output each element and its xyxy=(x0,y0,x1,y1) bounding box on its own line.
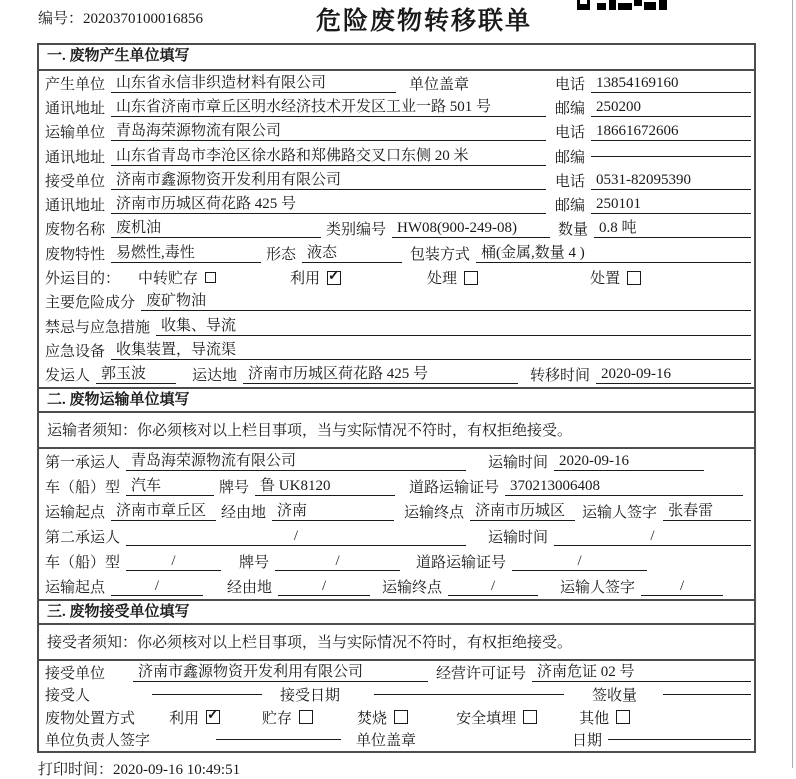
document-header xyxy=(0,0,796,43)
carrier-sign-value: 张春雷 xyxy=(663,502,751,521)
first-carrier-value: 青岛海荣源物流有限公司 xyxy=(126,452,466,471)
address-value: 山东省青岛市李沧区徐水路和郑佛路交叉口东侧 20 米 xyxy=(111,147,546,166)
phone-label: 电话 xyxy=(554,125,585,142)
received-qty-label: 签收量 xyxy=(592,688,638,705)
row-route2 xyxy=(39,574,754,599)
via-label: 经由地 xyxy=(221,504,267,521)
row-waste-name xyxy=(39,217,754,241)
road-license-label: 道路运输证号 xyxy=(416,554,507,571)
receive-unit-value: 济南市鑫源物资开发利用有限公司 xyxy=(111,171,546,190)
carrier-sign-label: 运输人签字 xyxy=(582,504,658,521)
row-vehicle2 xyxy=(39,549,754,574)
serial-label: 编号： xyxy=(38,11,84,27)
checkbox-icon xyxy=(205,272,216,283)
route-start-value: 济南市章丘区 xyxy=(111,502,216,521)
transport-time-value: 2020-09-16 xyxy=(554,452,704,471)
row-purpose xyxy=(39,265,754,289)
packing-label: 包装方式 xyxy=(410,246,471,263)
route-end-label: 运输终点 xyxy=(404,504,465,521)
disposal-option-storage xyxy=(262,707,313,728)
quantity-label: 数量 xyxy=(558,222,589,239)
page-title: 危险废物转移联单 xyxy=(315,8,532,35)
road-license-label: 道路运输证号 xyxy=(409,479,500,496)
operating-license-label: 经营许可证号 xyxy=(436,665,527,682)
option-label: 安全填埋 xyxy=(456,710,517,727)
purpose-option-utilize xyxy=(290,267,341,288)
waste-name-label: 废物名称 xyxy=(45,222,106,239)
packing-value: 桶(金属,数量 4 ) xyxy=(476,244,751,263)
phone-value: 0531-82095390 xyxy=(591,171,751,190)
address-value: 山东省济南市章丘区明水经济技术开发区工业一路 501 号 xyxy=(111,98,546,117)
waste-traits-value: 易燃性,毒性 xyxy=(111,244,261,263)
vehicle-type-label: 车（船）型 xyxy=(45,554,121,571)
row-receive-unit xyxy=(39,168,754,192)
first-carrier-label: 第一承运人 xyxy=(45,454,121,471)
form-value: 液态 xyxy=(302,244,402,263)
receive-unit-label: 接受单位 xyxy=(45,173,106,190)
row-emergency-equipment xyxy=(39,338,754,362)
waste-name-value: 废机油 xyxy=(111,219,321,238)
route-start-label: 运输起点 xyxy=(45,504,106,521)
section2-header: 二. 废物运输单位填写 xyxy=(39,387,754,413)
checkbox-icon xyxy=(464,271,478,285)
disposal-option-other xyxy=(579,707,630,728)
shipper-value: 郭玉波 xyxy=(96,365,176,384)
produce-unit-label: 产生单位 xyxy=(45,76,106,93)
row-second-carrier xyxy=(39,524,754,549)
carrier-sign-label: 运输人签字 xyxy=(560,579,636,596)
plate-value: / xyxy=(275,552,400,571)
waste-traits-label: 废物特性 xyxy=(45,246,106,263)
address-label: 通讯地址 xyxy=(45,198,106,215)
disposal-option-utilize xyxy=(169,707,220,728)
received-qty-value xyxy=(663,694,751,695)
transport-time-label: 运输时间 xyxy=(488,529,549,546)
phone-label: 电话 xyxy=(554,173,585,190)
row-receive-unit-s3 xyxy=(39,661,754,684)
option-label: 焚烧 xyxy=(357,710,388,727)
purpose-label: 外运目的： xyxy=(45,271,121,288)
via-value: / xyxy=(278,577,370,596)
checkbox-icon xyxy=(394,710,408,724)
receive-unit-label: 接受单位 xyxy=(45,665,106,682)
zip-label: 邮编 xyxy=(554,100,585,117)
via-label: 经由地 xyxy=(227,579,273,596)
option-label: 中转贮存 xyxy=(138,271,199,288)
option-label: 利用 xyxy=(169,710,200,727)
vehicle-type-value: / xyxy=(126,552,221,571)
option-label: 其他 xyxy=(579,710,610,727)
purpose-option-treat xyxy=(427,267,478,288)
via-value: 济南 xyxy=(272,502,394,521)
transporter-notice: 运输者须知：你必须核对以上栏目事项，当与实际情况不符时，有权拒绝接受。 xyxy=(39,413,754,449)
transport-time-value: / xyxy=(554,527,751,546)
receiver-notice: 接受者须知：你必须核对以上栏目事项，当与实际情况不符时，有权拒绝接受。 xyxy=(39,625,754,661)
row-disposal-method xyxy=(39,706,754,729)
page-edge-line xyxy=(792,0,793,768)
transport-time-label: 运输时间 xyxy=(488,454,549,471)
responsible-sign-value xyxy=(216,739,341,740)
route-end-value: 济南市历城区 xyxy=(470,502,575,521)
receive-date-label: 接受日期 xyxy=(280,688,341,705)
zip-label: 邮编 xyxy=(554,149,585,166)
row-vehicle1 xyxy=(39,474,754,499)
receive-date-value xyxy=(374,694,564,695)
route-start-value: / xyxy=(111,577,203,596)
road-license-value: / xyxy=(512,552,647,571)
zip-label: 邮编 xyxy=(554,198,585,215)
row-receive-address xyxy=(39,192,754,216)
checkbox-checked-icon xyxy=(327,271,341,285)
transport-unit-label: 运输单位 xyxy=(45,125,106,142)
category-code-label: 类别编号 xyxy=(326,222,387,239)
row-responsible-sign xyxy=(39,729,754,752)
route-end-value: / xyxy=(448,577,538,596)
unit-seal-label: 单位盖章 xyxy=(356,733,417,750)
row-taboo-measures xyxy=(39,314,754,338)
plate-label: 牌号 xyxy=(239,554,270,571)
form-label: 形态 xyxy=(266,246,297,263)
main-hazard-label: 主要危险成分 xyxy=(45,295,136,312)
receive-unit-value: 济南市鑫源物资开发利用有限公司 xyxy=(133,663,428,682)
row-shipper xyxy=(39,363,754,387)
row-transport-unit xyxy=(39,120,754,144)
row-route1 xyxy=(39,499,754,524)
destination-label: 运达地 xyxy=(192,368,238,385)
second-carrier-label: 第二承运人 xyxy=(45,529,121,546)
shipper-label: 发运人 xyxy=(45,368,91,385)
checkbox-checked-icon xyxy=(206,710,220,724)
row-waste-traits xyxy=(39,241,754,265)
zip-value: 250200 xyxy=(591,98,751,117)
receiver-label: 接受人 xyxy=(45,688,91,705)
address-label: 通讯地址 xyxy=(45,100,106,117)
section3-header: 三. 废物接受单位填写 xyxy=(39,599,754,625)
row-main-hazard xyxy=(39,290,754,314)
section1-header: 一. 废物产生单位填写 xyxy=(39,45,754,71)
row-produce-unit xyxy=(39,71,754,95)
print-time-value: 2020-09-16 10:49:51 xyxy=(113,762,241,779)
taboo-measures-label: 禁忌与应急措施 xyxy=(45,319,151,336)
carrier-sign-value: / xyxy=(641,577,723,596)
responsible-sign-label: 单位负责人签字 xyxy=(45,733,151,750)
route-end-label: 运输终点 xyxy=(382,579,443,596)
address-value: 济南市历城区荷花路 425 号 xyxy=(111,195,546,214)
date-label: 日期 xyxy=(572,733,603,750)
transfer-time-label: 转移时间 xyxy=(530,368,591,385)
phone-label: 电话 xyxy=(554,76,585,93)
emergency-equipment-value: 收集装置，导流渠 xyxy=(111,341,751,360)
print-time-line xyxy=(38,758,796,779)
road-license-value: 370213006408 xyxy=(505,477,743,496)
transfer-time-value: 2020-09-16 xyxy=(596,365,751,384)
category-code-value: HW08(900-249-08) xyxy=(392,219,550,238)
option-label: 贮存 xyxy=(262,710,293,727)
receiver-value xyxy=(152,694,262,695)
row-transport-address xyxy=(39,144,754,168)
operating-license-value: 济南危证 02 号 xyxy=(532,663,751,682)
row-produce-address xyxy=(39,95,754,119)
produce-unit-value: 山东省永信非织造材料有限公司 xyxy=(111,74,396,93)
date-value xyxy=(608,739,751,740)
disposal-option-landfill xyxy=(456,707,537,728)
taboo-measures-value: 收集、导流 xyxy=(156,317,751,336)
plate-label: 牌号 xyxy=(219,479,250,496)
disposal-option-incinerate xyxy=(357,707,408,728)
purpose-option-transfer-storage xyxy=(138,267,216,288)
row-receiver xyxy=(39,683,754,706)
print-time-label: 打印时间： xyxy=(38,762,114,779)
transport-unit-value: 青岛海荣源物流有限公司 xyxy=(111,122,546,141)
second-carrier-value: / xyxy=(126,527,466,546)
option-label: 利用 xyxy=(290,271,321,288)
serial-number: 2020370100016856 xyxy=(83,11,204,27)
quantity-value: 0.8 吨 xyxy=(594,219,751,238)
phone-value: 18661672606 xyxy=(591,122,751,141)
plate-value: 鲁 UK8120 xyxy=(255,477,395,496)
vehicle-type-value: 汽车 xyxy=(126,477,214,496)
checkbox-icon xyxy=(299,710,313,724)
disposal-method-label: 废物处置方式 xyxy=(45,710,136,727)
purpose-option-dispose xyxy=(590,267,641,288)
option-label: 处置 xyxy=(590,271,621,288)
checkbox-icon xyxy=(616,710,630,724)
destination-value: 济南市历城区荷花路 425 号 xyxy=(243,365,518,384)
main-hazard-value: 废矿物油 xyxy=(141,292,751,311)
emergency-equipment-label: 应急设备 xyxy=(45,343,106,360)
option-label: 处理 xyxy=(427,271,458,288)
row-first-carrier xyxy=(39,449,754,474)
manifest-form xyxy=(37,43,756,753)
checkbox-icon xyxy=(523,710,537,724)
zip-value xyxy=(591,156,751,157)
route-start-label: 运输起点 xyxy=(45,579,106,596)
address-label: 通讯地址 xyxy=(45,149,106,166)
checkbox-icon xyxy=(627,271,641,285)
zip-value: 250101 xyxy=(591,195,751,214)
vehicle-type-label: 车（船）型 xyxy=(45,479,121,496)
unit-seal-label: 单位盖章 xyxy=(409,76,470,93)
phone-value: 13854169160 xyxy=(591,74,751,93)
